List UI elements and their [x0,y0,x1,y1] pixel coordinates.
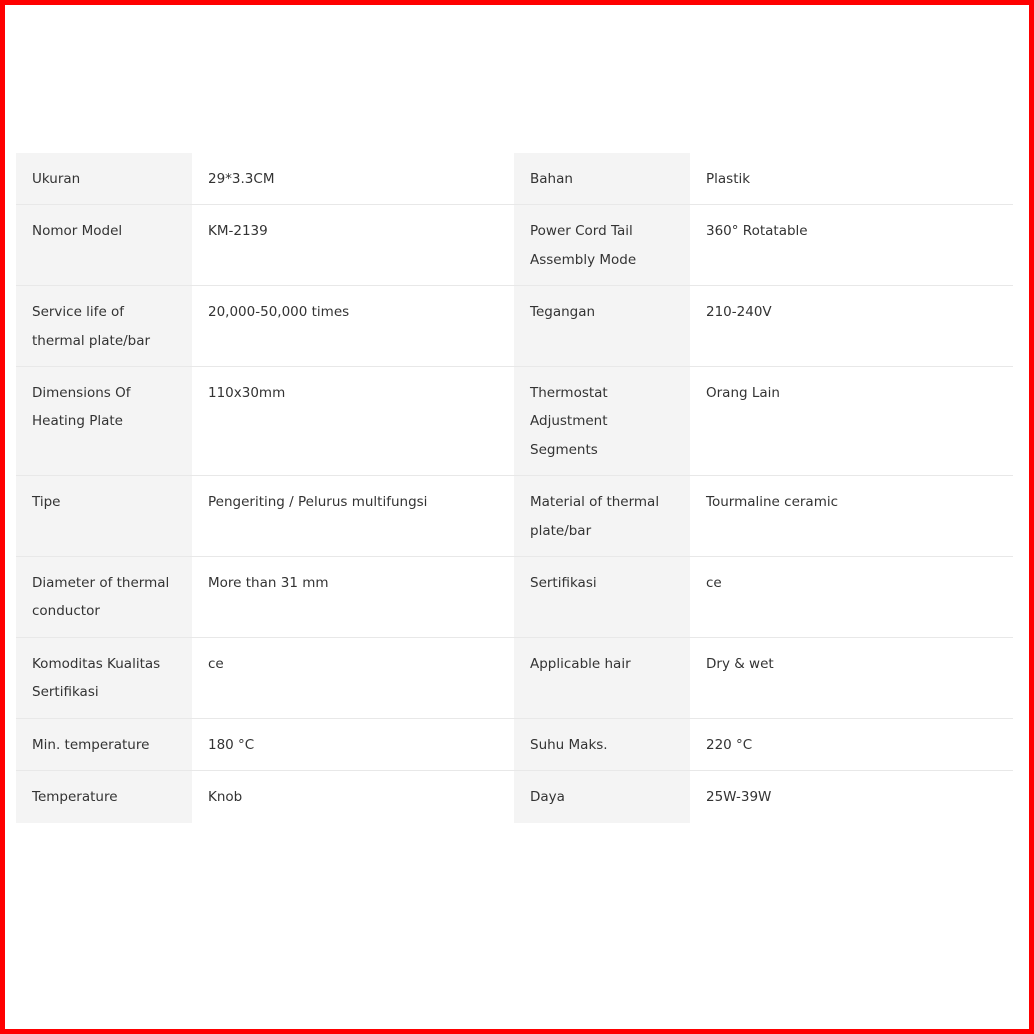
spec-value: Orang Lain [690,367,1013,475]
spec-row [16,153,1013,205]
spec-table [16,153,1013,823]
spec-label: Applicable hair [514,638,690,718]
spec-value: 29*3.3CM [192,153,514,204]
spec-value: Dry & wet [690,638,1013,718]
spec-label: Min. temperature [16,719,192,770]
spec-row [16,286,1013,367]
spec-row [16,638,1013,719]
spec-value: KM-2139 [192,205,514,285]
spec-label: Nomor Model [16,205,192,285]
spec-value: 25W-39W [690,771,1013,822]
spec-label: Material of thermal plate/bar [514,476,690,556]
spec-row [16,557,1013,638]
spec-label: Temperature [16,771,192,822]
spec-value: 220 °C [690,719,1013,770]
spec-value: 110x30mm [192,367,514,475]
spec-value: 360° Rotatable [690,205,1013,285]
spec-label: Dimensions Of Heating Plate [16,367,192,475]
spec-value: More than 31 mm [192,557,514,637]
spec-label: Daya [514,771,690,822]
spec-label: Tegangan [514,286,690,366]
spec-value: Pengeriting / Pelurus multifungsi [192,476,514,556]
spec-label: Thermostat Adjustment Segments [514,367,690,475]
spec-value: Plastik [690,153,1013,204]
spec-label: Sertifikasi [514,557,690,637]
spec-label: Tipe [16,476,192,556]
spec-value: Tourmaline ceramic [690,476,1013,556]
spec-value: ce [690,557,1013,637]
spec-value: 210-240V [690,286,1013,366]
spec-label: Komoditas Kualitas Sertifikasi [16,638,192,718]
spec-row [16,719,1013,771]
spec-row [16,367,1013,476]
spec-row [16,205,1013,286]
spec-row [16,476,1013,557]
spec-label: Suhu Maks. [514,719,690,770]
spec-value: Knob [192,771,514,822]
spec-label: Diameter of thermal conductor [16,557,192,637]
spec-value: 20,000-50,000 times [192,286,514,366]
spec-value: ce [192,638,514,718]
spec-value: 180 °C [192,719,514,770]
spec-label: Bahan [514,153,690,204]
spec-label: Ukuran [16,153,192,204]
spec-row [16,771,1013,822]
spec-label: Service life of thermal plate/bar [16,286,192,366]
spec-label: Power Cord Tail Assembly Mode [514,205,690,285]
